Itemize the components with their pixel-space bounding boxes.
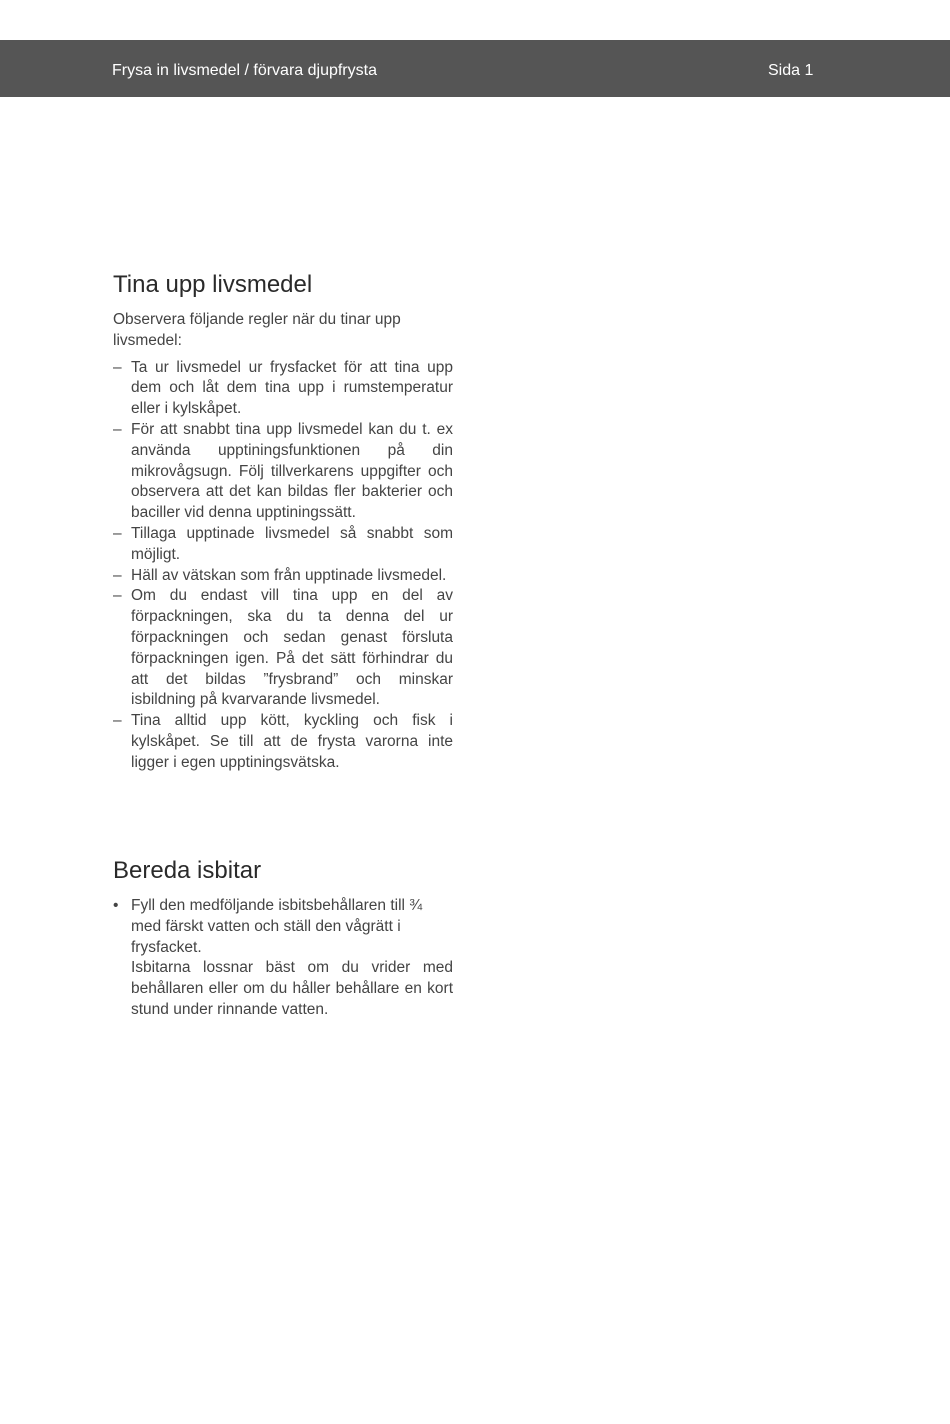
dash-marker: – (113, 566, 122, 584)
list-item-text: Tina alltid upp kött, kyckling och fisk i kylskåpet. Se till att de frysta varorna inte ligger i egen upptiningsvätska. (131, 712, 453, 771)
list-item (113, 358, 453, 420)
list-item-text: Häll av vätskan som från upptinade livsmedel. (131, 566, 447, 584)
dash-marker: – (113, 587, 122, 605)
section-heading: Tina upp livsmedel (113, 271, 313, 298)
dash-marker: – (113, 712, 122, 730)
list-item (113, 586, 453, 711)
dash-marker: – (113, 358, 122, 376)
section-thaw-food (113, 270, 453, 774)
list-item-text: För att snabbt tina upp livsmedel kan du t. ex använda upptiningsfunktionen på din mikrovågsugn. Följ tillverkarens uppgifter och observera att det kan bildas fler bakterier och baciller vid denna upptiningssätt. (131, 420, 453, 522)
list-item (113, 566, 453, 587)
page-number: Sida 1 (768, 62, 814, 79)
list-item (113, 896, 453, 1021)
list-item-text: Isbitarna lossnar bäst om du vrider med behållaren eller om du håller behållare en kort stund under rinnande vatten. (131, 959, 453, 1018)
list-item-text: Om du endast vill tina upp en del av förpackningen, ska du ta denna del ur förpackningen och sedan genast försluta förpackningen igen. På det sätt förhindrar du att det bildas ”frysbrand” och minskar isbildning på kvarvarande livsmedel. (131, 587, 453, 709)
ice-cube-list (113, 896, 453, 1021)
section-intro: Observera följande regler när du tinar upp livsmedel: (113, 311, 401, 349)
header-title: Frysa in livsmedel / förvara djupfrysta (112, 62, 377, 79)
list-item-text: Tillaga upptinade livsmedel så snabbt som möjligt. (131, 524, 453, 563)
list-item-text: Fyll den medföljande isbitsbehållaren till ¾ med färskt vatten och ställ den vågrätt i frysfacket. (131, 897, 423, 956)
dash-marker: – (113, 524, 122, 542)
bullet-marker: • (113, 897, 119, 914)
thaw-rules-list (113, 358, 453, 774)
list-item-text: Ta ur livsmedel ur frysfacket för att tina upp dem och låt dem tina upp i rumstemperatur eller i kylskåpet. (131, 358, 453, 418)
section-heading: Bereda isbitar (113, 857, 262, 884)
list-item (113, 420, 453, 524)
list-item (113, 711, 453, 773)
list-item (113, 524, 453, 566)
section-ice-cubes (113, 856, 453, 1021)
dash-marker: – (113, 420, 122, 438)
